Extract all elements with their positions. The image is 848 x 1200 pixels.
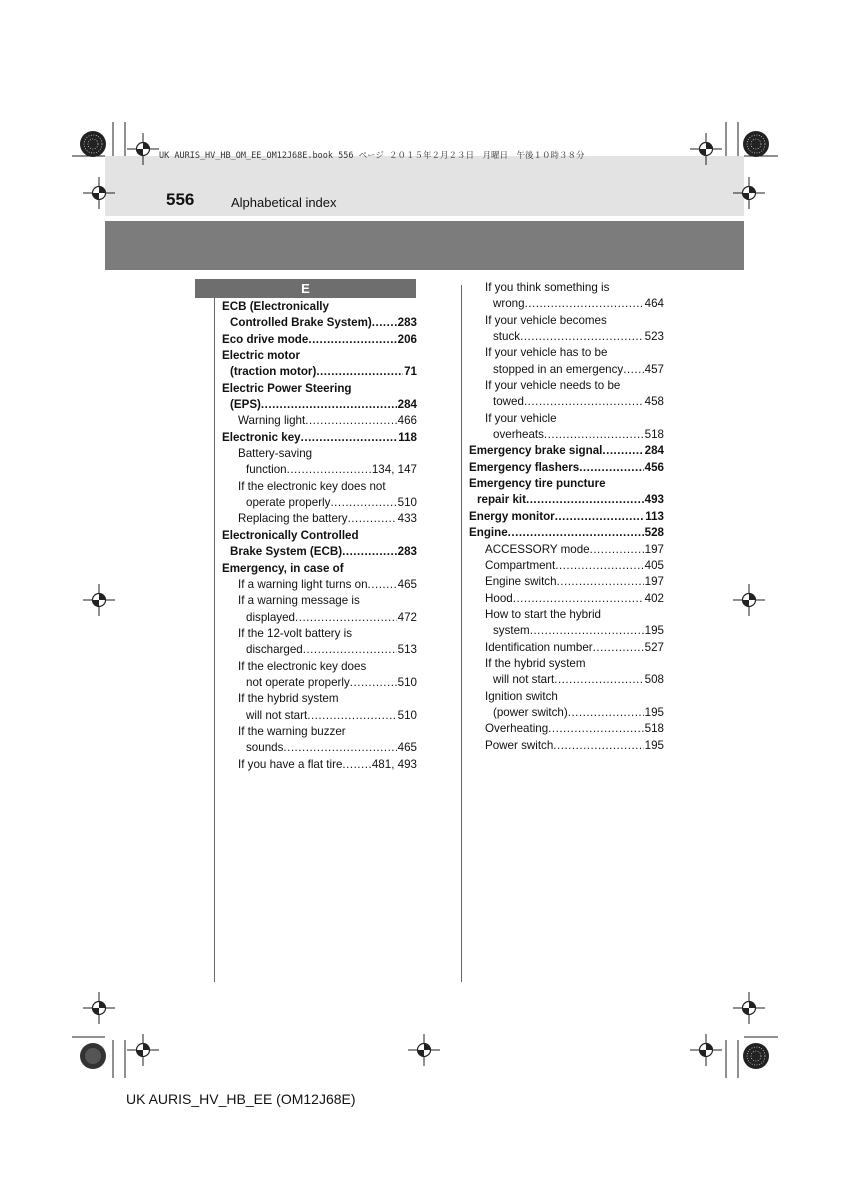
- index-entry-label: discharged: [246, 643, 303, 657]
- index-entry-page[interactable]: 527: [644, 640, 664, 654]
- leader-dots: [555, 558, 643, 574]
- index-entry-label: Compartment: [485, 558, 556, 572]
- index-entry: [222, 381, 417, 397]
- index-entry: [222, 528, 417, 544]
- index-entry-page[interactable]: 197: [644, 542, 664, 556]
- leader-dots: [526, 492, 644, 508]
- index-entry-page[interactable]: 493: [644, 493, 664, 507]
- leader-dots: [350, 675, 397, 691]
- index-entry-page[interactable]: 134, 147: [371, 463, 417, 477]
- index-entry-label: displayed: [246, 610, 295, 624]
- leader-dots: [342, 757, 370, 773]
- index-entry: [222, 544, 417, 560]
- index-entry-page[interactable]: 206: [397, 332, 417, 346]
- index-column-right: [469, 280, 664, 754]
- index-entry-label: towed: [493, 395, 524, 409]
- section-tab-band: [105, 221, 744, 270]
- column-rule-middle: [461, 285, 462, 982]
- index-entry: [222, 642, 417, 658]
- registration-starburst-icon: [742, 1042, 770, 1070]
- index-entry-label: ACCESSORY mode: [485, 542, 590, 556]
- index-entry: [469, 738, 664, 754]
- index-entry: [222, 315, 417, 331]
- index-entry: [469, 591, 664, 607]
- index-entry: [469, 427, 664, 443]
- index-entry: [469, 656, 664, 672]
- index-entry: [222, 332, 417, 348]
- index-entry-label: If you have a flat tire: [238, 757, 343, 771]
- index-entry-label: Emergency flashers: [469, 460, 580, 474]
- index-entry-label: If the hybrid system: [485, 656, 586, 670]
- leader-dots: [301, 430, 398, 446]
- leader-dots: [307, 708, 396, 724]
- index-entry-page[interactable]: 508: [644, 673, 664, 687]
- index-entry-page[interactable]: 466: [397, 414, 417, 428]
- index-entry-page[interactable]: 458: [644, 395, 664, 409]
- registration-starburst-icon: [742, 130, 770, 158]
- index-entry-label: (power switch): [493, 705, 568, 719]
- index-entry-page[interactable]: 118: [398, 430, 417, 444]
- print-info-line: UK AURIS_HV_HB_OM_EE_OM12J68E.book 556 ページ ２０１５年２月２３日 月曜日 午後１０時３８分: [159, 151, 585, 161]
- leader-dots: [525, 296, 644, 312]
- leader-dots: [303, 642, 397, 658]
- index-entry: [222, 757, 417, 773]
- index-entry: [222, 348, 417, 364]
- leader-dots: [305, 413, 396, 429]
- index-entry: [469, 443, 664, 459]
- index-entry-label: Electric Power Steering: [222, 381, 352, 395]
- index-entry: [469, 607, 664, 623]
- leader-dots: [555, 509, 645, 525]
- page-number: 556: [166, 190, 195, 209]
- index-entry: [222, 479, 417, 495]
- index-entry: [469, 689, 664, 705]
- index-entry-page[interactable]: 510: [397, 675, 417, 689]
- index-entry-page[interactable]: 433: [397, 512, 417, 526]
- index-entry-label: Replacing the battery: [238, 512, 348, 526]
- index-entry-label: stuck: [493, 330, 521, 344]
- leader-dots: [602, 443, 643, 459]
- index-entry-page[interactable]: 457: [644, 362, 664, 376]
- index-entry: [469, 362, 664, 378]
- index-entry-label: Electric motor: [222, 349, 300, 363]
- index-entry-page[interactable]: 464: [644, 297, 664, 311]
- index-entry-label: Emergency brake signal: [469, 444, 603, 458]
- index-entry-label: Overheating: [485, 722, 549, 736]
- leader-dots: [283, 740, 396, 756]
- index-entry-label: If a warning message is: [238, 594, 360, 608]
- leader-dots: [524, 394, 644, 410]
- leader-dots: [295, 610, 397, 626]
- section-title: Alphabetical index: [231, 195, 337, 210]
- index-entry: [222, 561, 417, 577]
- index-entry-label: If your vehicle needs to be: [485, 379, 621, 393]
- index-entry-page[interactable]: 283: [397, 316, 417, 330]
- index-entry-label: Battery-saving: [238, 447, 313, 461]
- index-entry: [469, 705, 664, 721]
- index-entry-label: Eco drive mode: [222, 332, 309, 346]
- index-entry-label: repair kit: [477, 493, 526, 507]
- index-entry-page[interactable]: 71: [404, 365, 417, 379]
- index-entry: [222, 364, 417, 380]
- index-entry: [222, 659, 417, 675]
- index-entry-label: If the 12-volt battery is: [238, 626, 353, 640]
- index-entry-label: not operate properly: [246, 675, 350, 689]
- index-entry-label: Brake System (ECB): [230, 545, 343, 559]
- index-entry: [222, 740, 417, 756]
- index-entry: [469, 509, 664, 525]
- leader-dots: [261, 397, 397, 413]
- index-entry-page[interactable]: 465: [397, 741, 417, 755]
- leader-dots: [348, 511, 397, 527]
- leader-dots: [287, 462, 371, 478]
- index-entry-page[interactable]: 284: [644, 444, 664, 458]
- index-letter-heading: E: [195, 279, 416, 298]
- index-entry: [222, 511, 417, 527]
- index-entry-label: If you think something is: [485, 281, 610, 294]
- index-entry-page[interactable]: 523: [644, 330, 664, 344]
- leader-dots: [508, 525, 644, 541]
- leader-dots: [530, 623, 644, 639]
- index-entry-page[interactable]: 197: [644, 575, 664, 589]
- index-entry-label: If your vehicle has to be: [485, 346, 608, 360]
- index-entry-label: will not start: [493, 673, 555, 687]
- index-entry: [469, 411, 664, 427]
- index-entry: [222, 397, 417, 413]
- leader-dots: [368, 577, 397, 593]
- index-entry: [469, 672, 664, 688]
- index-entry: [222, 610, 417, 626]
- index-entry-label: If your vehicle becomes: [485, 313, 607, 327]
- leader-dots: [548, 721, 643, 737]
- leader-dots: [568, 705, 644, 721]
- index-entry: [222, 430, 417, 446]
- leader-dots: [316, 364, 403, 380]
- index-entry: [469, 280, 664, 296]
- leader-dots: [623, 362, 643, 378]
- index-entry-label: If the warning buzzer: [238, 724, 346, 738]
- index-entry-page[interactable]: 284: [397, 398, 417, 412]
- index-entry-page[interactable]: 195: [644, 624, 664, 638]
- index-entry-label: Controlled Brake System): [230, 316, 372, 330]
- index-entry-label: Ignition switch: [485, 689, 558, 703]
- index-entry-page[interactable]: 402: [644, 591, 664, 605]
- index-entry-page[interactable]: 456: [644, 460, 664, 474]
- index-entry-label: How to start the hybrid: [485, 607, 601, 621]
- index-entry-page[interactable]: 472: [397, 610, 417, 624]
- index-entry: [222, 577, 417, 593]
- index-entry: [469, 492, 664, 508]
- leader-dots: [513, 591, 644, 607]
- index-entry: [469, 378, 664, 394]
- leader-dots: [590, 542, 644, 558]
- index-entry: [469, 623, 664, 639]
- index-entry-page[interactable]: 510: [397, 708, 417, 722]
- index-entry-label: Hood: [485, 591, 513, 605]
- registration-starburst-icon: [79, 1042, 107, 1070]
- leader-dots: [593, 640, 644, 656]
- index-entry: [222, 299, 417, 315]
- index-entry-label: system: [493, 624, 530, 638]
- index-entry-label: operate properly: [246, 496, 331, 510]
- index-entry: [222, 724, 417, 740]
- index-entry-label: Emergency tire puncture: [469, 477, 606, 491]
- index-entry-page[interactable]: 283: [397, 545, 417, 559]
- index-entry-label: wrong: [493, 297, 525, 311]
- index-entry-label: Identification number: [485, 640, 593, 654]
- index-entry-label: Warning light: [238, 414, 306, 428]
- index-entry-label: If your vehicle: [485, 411, 557, 425]
- leader-dots: [330, 495, 396, 511]
- leader-dots: [520, 329, 644, 345]
- index-entry-label: Electronic key: [222, 430, 301, 444]
- index-entry-label: (traction motor): [230, 365, 317, 379]
- index-entry: [222, 462, 417, 478]
- index-entry-page[interactable]: 518: [644, 428, 664, 442]
- index-entry-page[interactable]: 481, 493: [371, 757, 417, 771]
- index-entry-label: function: [246, 463, 287, 477]
- index-entry: [469, 574, 664, 590]
- index-entry-label: Engine switch: [485, 575, 557, 589]
- column-rule-left: [214, 298, 215, 982]
- index-entry: [222, 675, 417, 691]
- index-entry: [469, 313, 664, 329]
- leader-dots: [553, 738, 643, 754]
- index-entry: [222, 495, 417, 511]
- index-entry: [469, 394, 664, 410]
- index-entry: [469, 345, 664, 361]
- index-entry: [469, 542, 664, 558]
- index-entry-page[interactable]: 513: [397, 643, 417, 657]
- index-entry: [469, 525, 664, 541]
- index-entry-label: If the hybrid system: [238, 692, 339, 706]
- index-entry-page[interactable]: 510: [397, 496, 417, 510]
- index-entry: [469, 640, 664, 656]
- index-entry-page[interactable]: 195: [644, 705, 664, 719]
- index-entry-page[interactable]: 113: [645, 509, 664, 523]
- leader-dots: [342, 544, 397, 560]
- index-entry: [469, 329, 664, 345]
- index-entry: [469, 476, 664, 492]
- index-entry-label: overheats: [493, 428, 544, 442]
- index-entry-label: sounds: [246, 741, 284, 755]
- leader-dots: [372, 315, 397, 331]
- index-entry: [222, 626, 417, 642]
- index-entry: [469, 721, 664, 737]
- index-entry: [222, 593, 417, 609]
- index-entry: [222, 708, 417, 724]
- index-entry-page[interactable]: 195: [644, 738, 664, 752]
- index-entry-label: Engine: [469, 526, 508, 540]
- index-entry: [222, 691, 417, 707]
- index-entry-page[interactable]: 465: [397, 577, 417, 591]
- index-column-left: [222, 299, 417, 773]
- index-entry-label: Power switch: [485, 738, 554, 752]
- footer-doc-code: UK AURIS_HV_HB_EE (OM12J68E): [126, 1091, 356, 1107]
- index-entry-label: (EPS): [230, 398, 261, 412]
- index-entry-label: ECB (Electronically: [222, 300, 329, 313]
- index-entry-page[interactable]: 518: [644, 722, 664, 736]
- index-entry-label: Emergency, in case of: [222, 561, 344, 575]
- leader-dots: [579, 460, 643, 476]
- index-entry-page[interactable]: 405: [644, 558, 664, 572]
- index-entry-label: will not start: [246, 708, 308, 722]
- leader-dots: [557, 574, 644, 590]
- leader-dots: [544, 427, 644, 443]
- leader-dots: [554, 672, 643, 688]
- leader-dots: [308, 332, 396, 348]
- registration-starburst-icon: [79, 130, 107, 158]
- index-entry-label: Energy monitor: [469, 509, 555, 523]
- index-entry-label: stopped in an emergency: [493, 362, 624, 376]
- index-entry-label: If the electronic key does not: [238, 479, 386, 493]
- index-entry: [469, 460, 664, 476]
- index-entry: [222, 446, 417, 462]
- index-entry: [222, 413, 417, 429]
- index-entry-page[interactable]: 528: [644, 526, 664, 540]
- index-entry-label: Electronically Controlled: [222, 528, 359, 542]
- header-band: [105, 156, 744, 216]
- index-entry-label: If a warning light turns on: [238, 577, 368, 591]
- index-entry-label: If the electronic key does: [238, 659, 367, 673]
- index-entry: [469, 558, 664, 574]
- index-entry: [469, 296, 664, 312]
